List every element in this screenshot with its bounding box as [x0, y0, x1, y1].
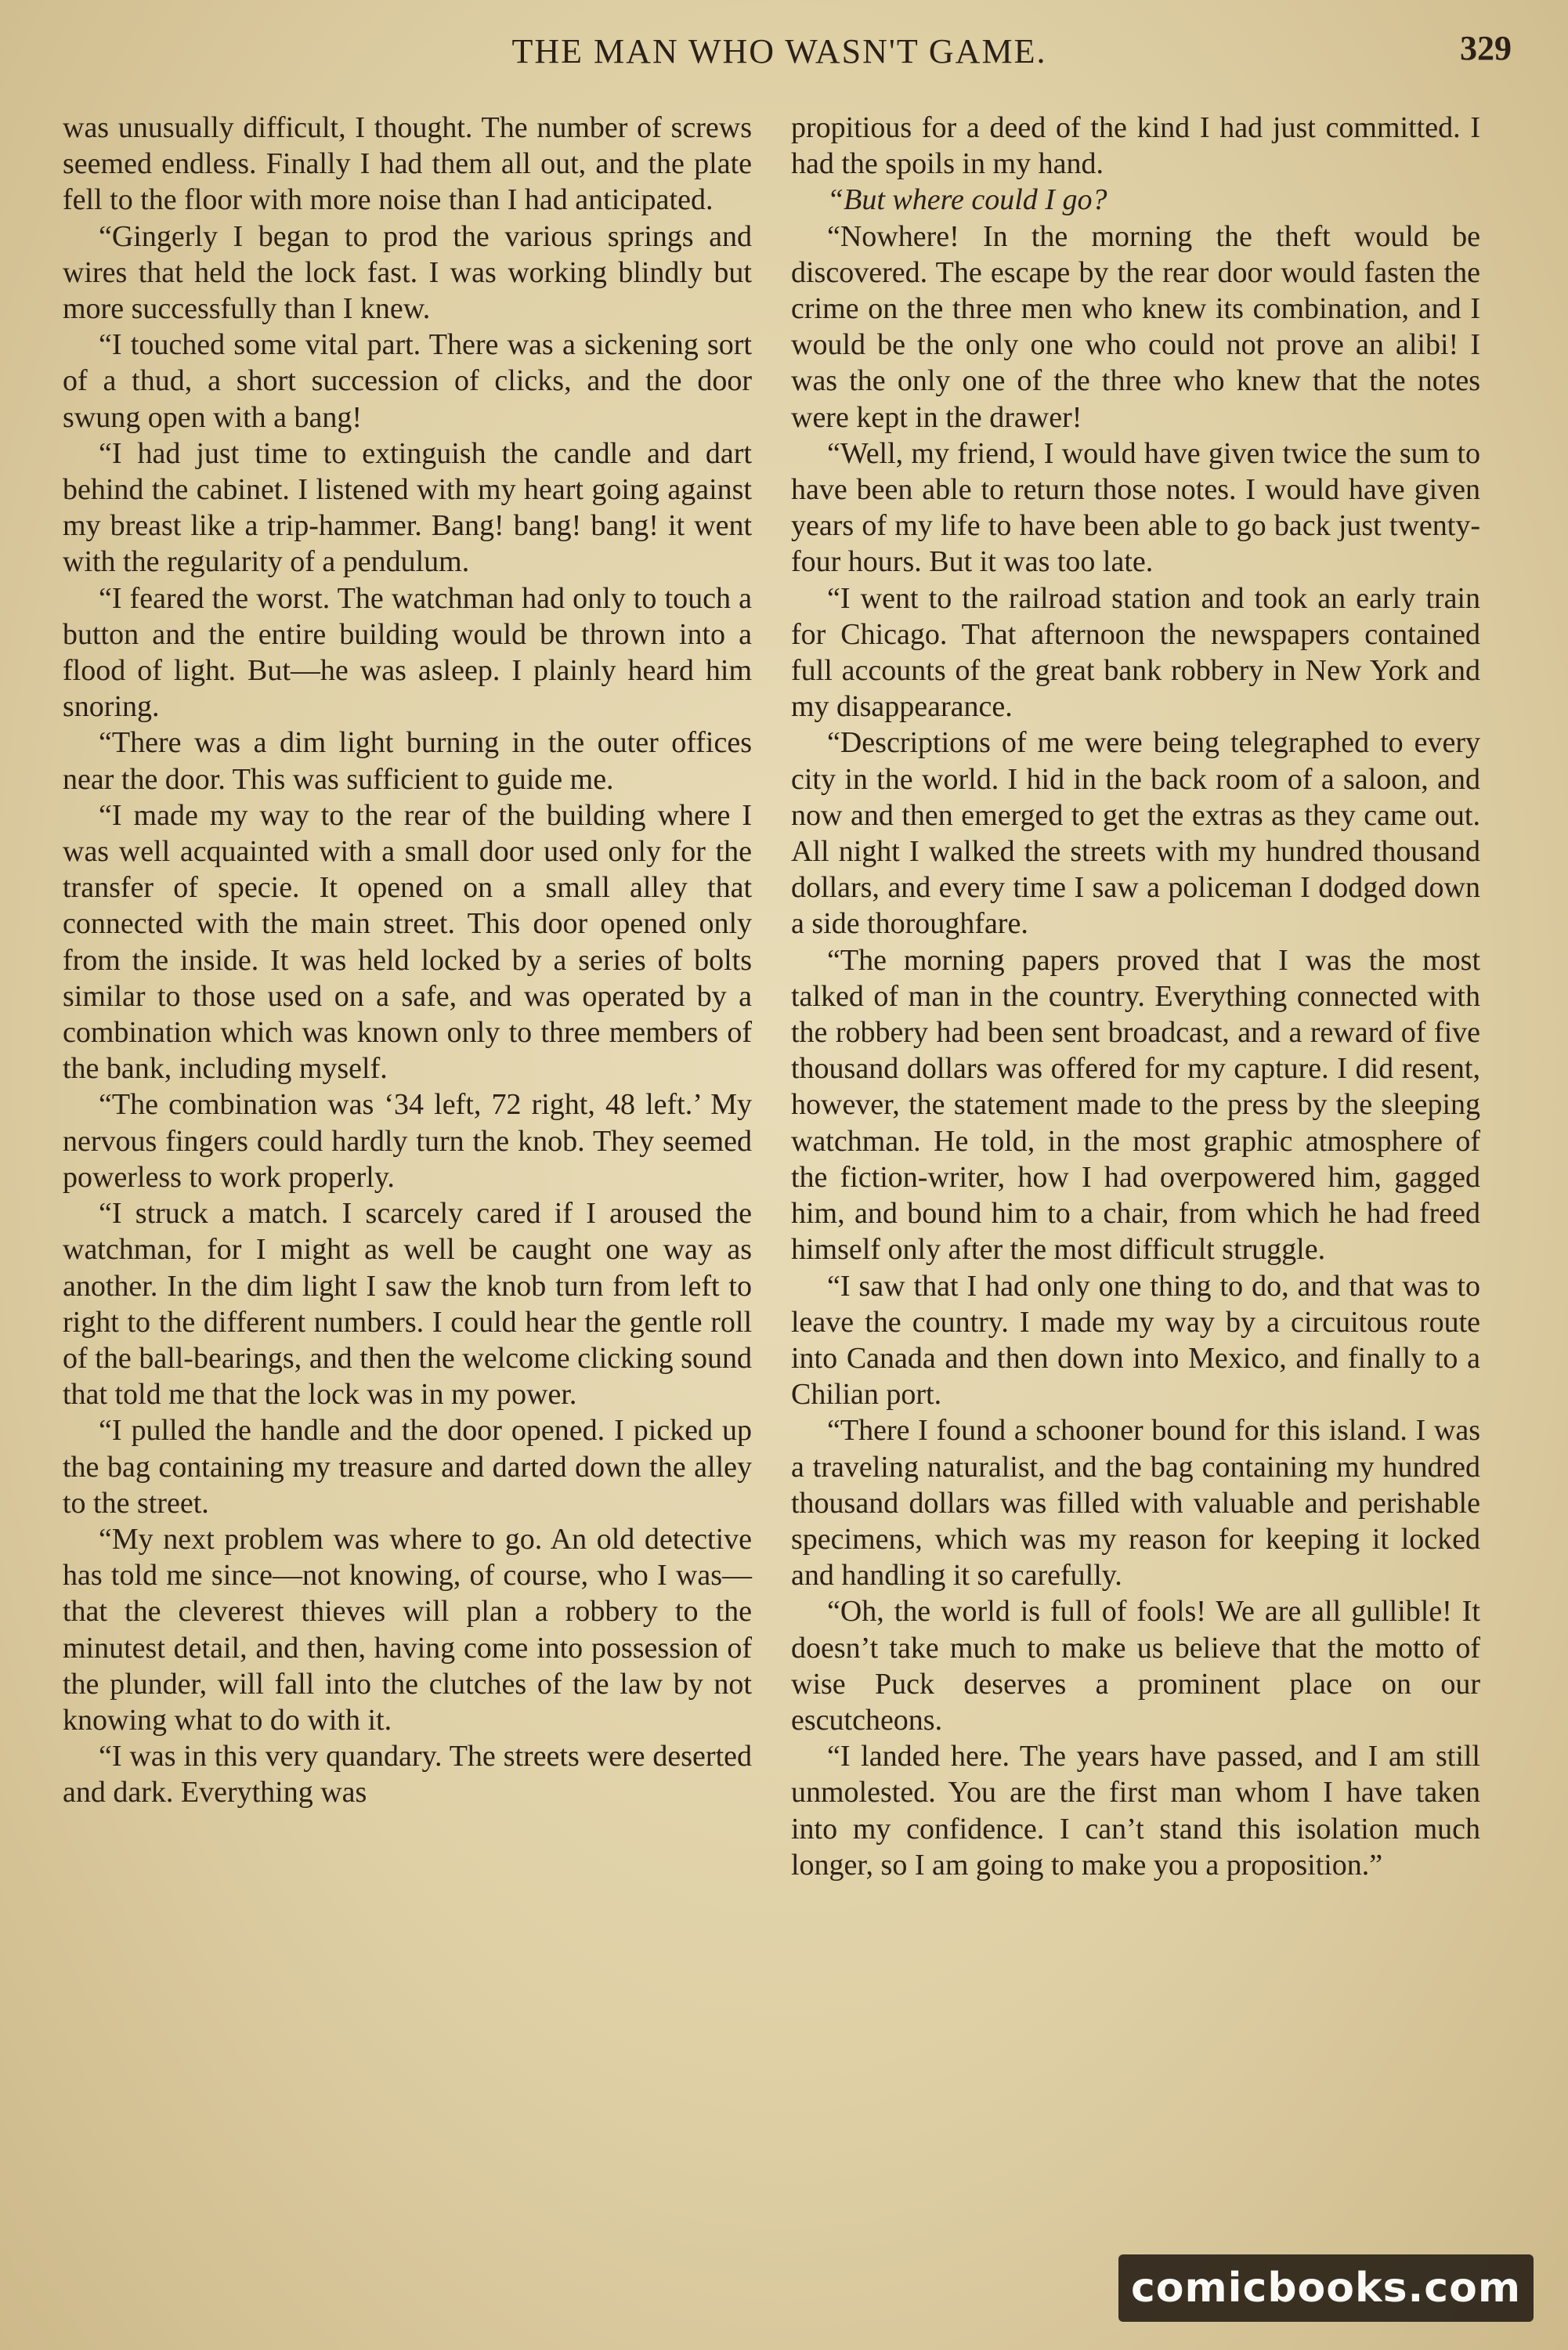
paragraph: “The morning papers proved that I was the most talked of man in the country. Everything connected with the robbery had been sent broadcast, and a reward of five thousand dollars was offered for my capture. I did resent, however, the statement made to the press by the sleeping watchman. He told, in the most graphic atmosphere of the fiction-writer, how I had overpowered him, gagged him, and bound him to a chair, from which he had freed himself only after the most difficult struggle.	[791, 943, 1480, 1267]
paragraph: “I made my way to the rear of the building where I was well acquainted with a small door used only for the transfer of specie. It opened on a small alley that connected with the main street. This door opened only from the inside. It was held locked by a series of bolts similar to those used on a safe, and was operated by a combination which was known only to three members of the bank, including myself.	[63, 798, 752, 1086]
left-column	[63, 110, 752, 1811]
running-head	[47, 28, 1512, 75]
paragraph: “I landed here. The years have passed, and I am still unmolested. You are the first man whom I have taken into my confidence. I can’t stand this isolation much longer, so I am going to make you a proposition.”	[791, 1740, 1480, 1882]
paragraph: “Descriptions of me were being telegraphed to every city in the world. I hid in the back room of a saloon, and now and then emerged to get the extras as they came out. All night I walked the streets with my hundred thousand dollars, and every time I saw a policeman I dodged down a side thoroughfare.	[791, 726, 1480, 941]
paragraph: “I was in this very quandary. The streets were deserted and dark. Everything was	[63, 1740, 752, 1810]
paragraph: “My next problem was where to go. An old detective has told me since—not knowing, of course, who I was—that the cleverest thieves will plan a robbery to the minutest detail, and then, having come into possession of the plunder, will fall into the clutches of the law by not knowing what to do with it.	[63, 1522, 752, 1737]
paragraph: “Oh, the world is full of fools! We are all gullible! It doesn’t take much to make us believe that the motto of wise Puck deserves a prominent place on our escutcheons.	[791, 1595, 1480, 1737]
running-title: THE MAN WHO WASN'T GAME.	[511, 32, 1047, 70]
paragraph: was unusually difficult, I thought. The number of screws seemed endless. Finally I had them all out, and the plate fell to the floor with more noise than I had anticipated.	[63, 111, 752, 217]
paragraph: propitious for a deed of the kind I had just committed. I had the spoils in my hand.	[791, 111, 1480, 181]
paragraph: “I had just time to extinguish the candle and dart behind the cabinet. I listened with my heart going against my breast like a trip-hammer. Bang! bang! bang! it went with the regularity of a pendulum.	[63, 436, 752, 579]
paragraph: “I touched some vital part. There was a sickening sort of a thud, a short succession of clicks, and the door swung open with a bang!	[63, 328, 752, 434]
page-number: 329	[1460, 29, 1512, 67]
paragraph: “The combination was ‘34 left, 72 right, 48 left.’ My nervous fingers could hardly turn the knob. They seemed powerless to work properly.	[63, 1088, 752, 1194]
paragraph: “I saw that I had only one thing to do, and that was to leave the country. I made my way by a circuitous route into Canada and then down into Mexico, and finally to a Chilian port.	[791, 1269, 1480, 1412]
site-watermark: comicbooks.com	[1118, 2254, 1534, 2322]
paragraph: “I pulled the handle and the door opened. I picked up the bag containing my treasure and darted down the alley to the street.	[63, 1414, 752, 1520]
paragraph: “I went to the railroad station and took an early train for Chicago. That afternoon the newspapers contained full accounts of the great bank robbery in New York and my disappearance.	[791, 581, 1480, 724]
paragraph-italic: “But where could I go?	[827, 183, 1107, 217]
paragraph: “Nowhere! In the morning the theft would be discovered. The escape by the rear door would fasten the crime on the three men who knew its combination, and I would be the only one who could not prove an alibi! I was the only one of the three who knew that the notes were kept in the drawer!	[791, 219, 1480, 434]
paragraph: “There was a dim light burning in the outer offices near the door. This was sufficient to guide me.	[63, 726, 752, 796]
paragraph: “I feared the worst. The watchman had only to touch a button and the entire building would be thrown into a flood of light. But—he was asleep. I plainly heard him snoring.	[63, 581, 752, 724]
paragraph: “Well, my friend, I would have given twice the sum to have been able to return those notes. I would have given years of my life to have been able to go back just twenty-four hours. But it was too late.	[791, 436, 1480, 579]
paragraph: “I struck a match. I scarcely cared if I aroused the watchman, for I might as well be caught one way as another. In the dim light I saw the knob turn from left to right to the different numbers. I could hear the gentle roll of the ball-bearings, and then the welcome clicking sound that told me that the lock was in my power.	[63, 1197, 752, 1412]
right-column	[791, 110, 1480, 1883]
paragraph: “Gingerly I began to prod the various springs and wires that held the lock fast. I was working blindly but more successfully than I knew.	[63, 219, 752, 326]
paragraph: “There I found a schooner bound for this island. I was a traveling naturalist, and the bag containing my hundred thousand dollars was filled with valuable and perishable specimens, which was my reason for keeping it locked and handling it so carefully.	[791, 1414, 1480, 1593]
